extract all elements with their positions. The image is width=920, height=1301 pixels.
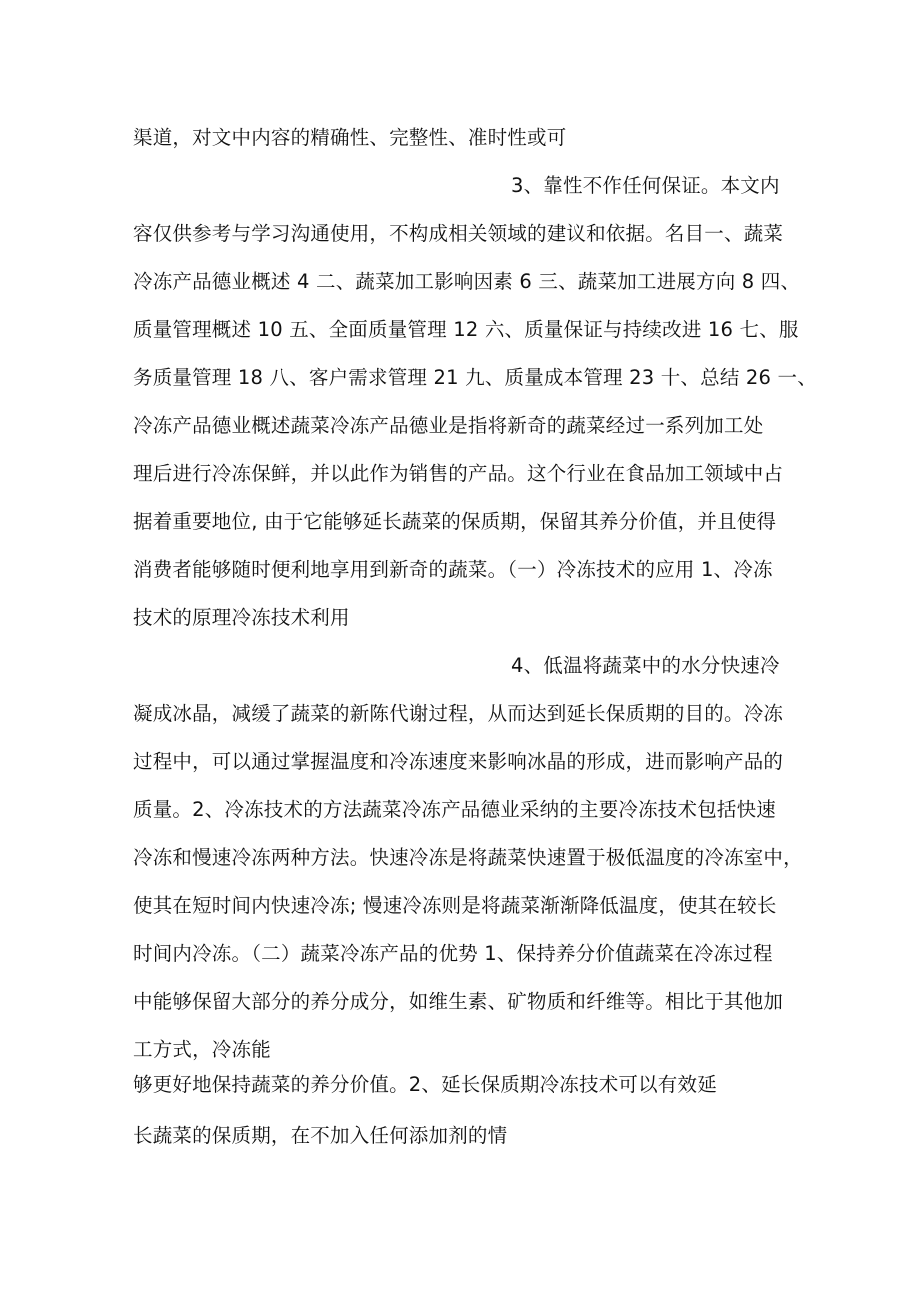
text-line: 过程中，可以通过掌握温度和冷冻速度来影响冰晶的形成，进而影响产品的 xyxy=(133,750,784,773)
text-line: 技术的原理冷冻技术利用 xyxy=(133,606,350,629)
text-line: 时间内冷冻。（二）蔬菜冷冻产品的优势 1、保持养分价值蔬菜在冷冻过程 xyxy=(133,942,773,965)
text-line: 长蔬菜的保质期，在不加入任何添加剂的情 xyxy=(133,1124,508,1147)
text-line: 使其在短时间内快速冷冻; 慢速冷冻则是将蔬菜渐渐降低温度，使其在较长 xyxy=(133,894,777,917)
text-line: 务质量管理 18 八、客户需求管理 21 九、质量成本管理 23 十、总结 26 一、 xyxy=(133,366,817,389)
text-line: 消费者能够随时便利地享用到新奇的蔬菜。（一）冷冻技术的应用 1、冷冻 xyxy=(133,558,773,581)
text-line: 容仅供参考与学习沟通使用，不构成相关领域的建议和依据。名目一、蔬菜 xyxy=(133,222,784,245)
text-line: 工方式，冷冻能 xyxy=(133,1038,271,1061)
text-line: 理后进行冷冻保鲜，并以此作为销售的产品。这个行业在食品加工领域中占 xyxy=(133,462,784,485)
text-line: 够更好地保持蔬菜的养分价值。2、延长保质期冷冻技术可以有效延 xyxy=(133,1073,717,1096)
text-line: 中能够保留大部分的养分成分，如维生素、矿物质和纤维等。相比于其他加 xyxy=(133,990,784,1013)
text-line: 质量。2、冷冻技术的方法蔬菜冷冻产品德业采纳的主要冷冻技术包括快速 xyxy=(133,798,777,821)
text-line: 据着重要地位, 由于它能够延长蔬菜的保质期，保留其养分价值，并且使得 xyxy=(133,510,777,533)
text-line: 渠道，对文中内容的精确性、完整性、准时性或可 xyxy=(133,126,567,149)
text-line: 冷冻产品德业概述蔬菜冷冻产品德业是指将新奇的蔬菜经过一系列加工处 xyxy=(133,414,764,437)
text-line: 3、靠性不作任何保证。本文内 xyxy=(511,174,780,197)
text-line: 4、低温将蔬菜中的水分快速冷 xyxy=(511,654,780,677)
text-line: 凝成冰晶，减缓了蔬菜的新陈代谢过程，从而达到延长保质期的目的。冷冻 xyxy=(133,702,784,725)
text-line: 冷冻和慢速冷冻两种方法。快速冷冻是将蔬菜快速置于极低温度的冷冻室中， xyxy=(133,846,803,869)
text-line: 质量管理概述 10 五、全面质量管理 12 六、质量保证与持续改进 16 七、服 xyxy=(133,318,799,341)
text-line: 冷冻产品德业概述 4 二、蔬菜加工影响因素 6 三、蔬菜加工进展方向 8 四、 xyxy=(133,270,801,293)
